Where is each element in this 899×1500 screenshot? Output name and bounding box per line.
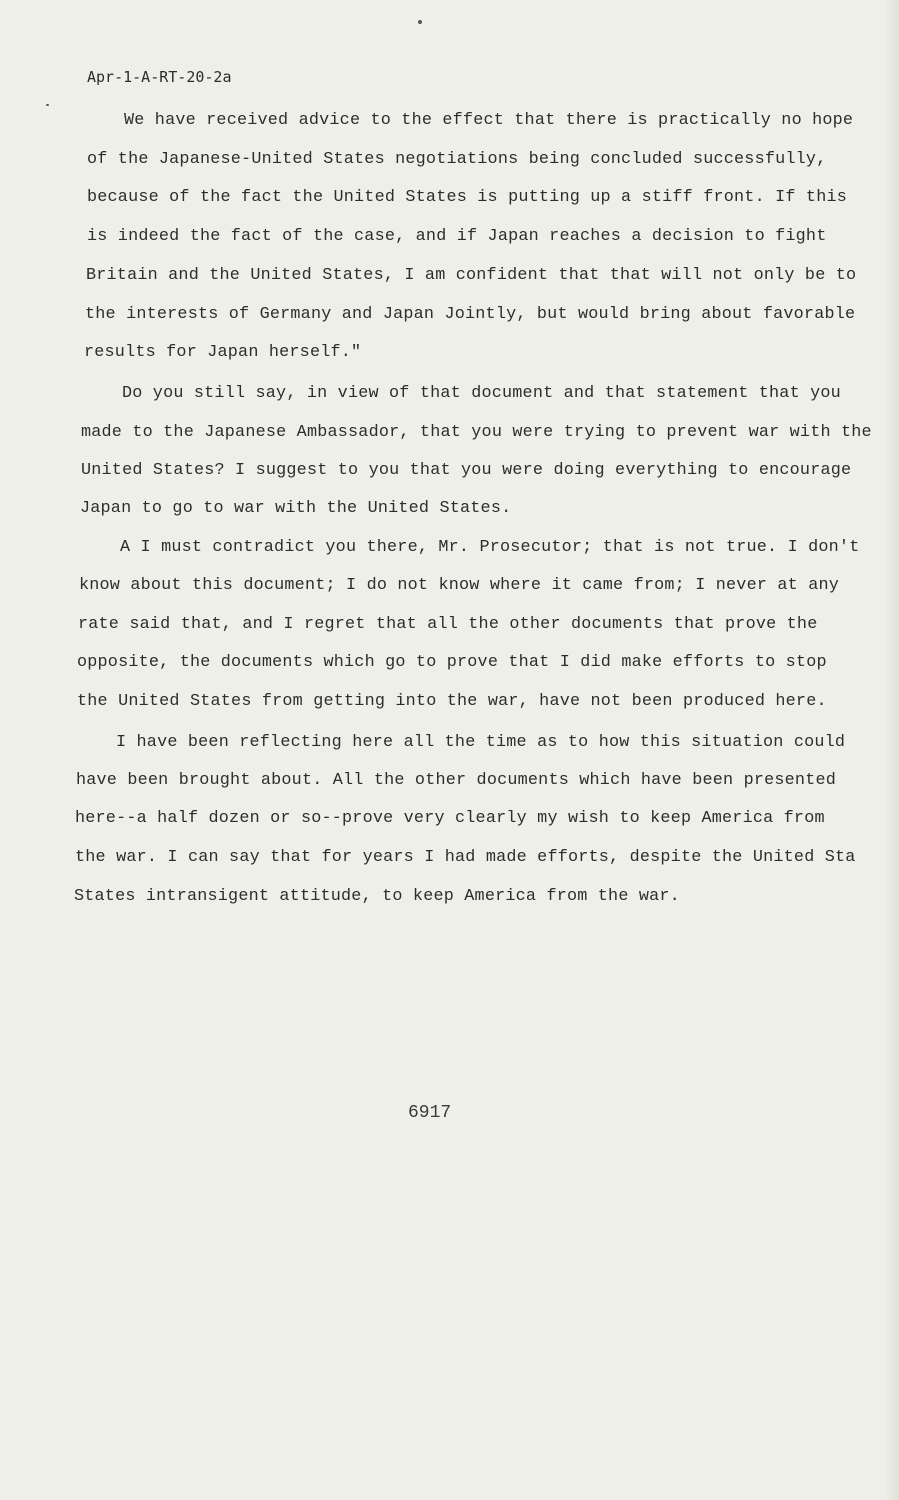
text-line: the interests of Germany and Japan Jointly, but would bring about favorable — [85, 305, 856, 324]
text-line: We have received advice to the effect that there is practically no hope — [124, 111, 854, 130]
text-line: I have been reflecting here all the time as to how this situation could — [116, 733, 846, 752]
text-line: of the Japanese-United States negotiations being concluded successfully, — [87, 150, 827, 169]
document-id: Apr-1-A-RT-20-2a — [87, 68, 232, 86]
text-line: A I must contradict you there, Mr. Prosecutor; that is not true. I don't — [120, 538, 860, 557]
text-line: Do you still say, in view of that document and that statement that you — [122, 384, 841, 403]
text-line: the United States from getting into the war, have not been produced here. — [77, 692, 827, 711]
text-line: States intransigent attitude, to keep America from the war. — [74, 887, 680, 906]
text-line: Britain and the United States, I am confident that that will not only be to — [86, 266, 857, 285]
text-line: results for Japan herself." — [84, 343, 362, 362]
ink-dot — [46, 104, 49, 106]
text-line: rate said that, and I regret that all the other documents that prove the — [78, 615, 818, 634]
text-line: opposite, the documents which go to prove that I did make efforts to stop — [77, 653, 827, 672]
text-line: made to the Japanese Ambassador, that you were trying to prevent war with the — [81, 423, 872, 442]
text-line: is indeed the fact of the case, and if Japan reaches a decision to fight — [87, 227, 827, 246]
text-line: here--a half dozen or so--prove very clearly my wish to keep America from — [75, 809, 825, 828]
text-line: have been brought about. All the other documents which have been presented — [76, 771, 837, 790]
text-line: know about this document; I do not know where it came from; I never at any — [79, 576, 840, 595]
text-line: United States? I suggest to you that you were doing everything to encourage — [81, 461, 852, 480]
ink-dot — [418, 20, 422, 24]
text-line: because of the fact the United States is putting up a stiff front. If this — [87, 188, 848, 207]
page-number: 6917 — [408, 1103, 452, 1123]
text-line: Japan to go to war with the United States. — [80, 499, 512, 518]
text-line: the war. I can say that for years I had made efforts, despite the United Sta — [75, 848, 856, 867]
